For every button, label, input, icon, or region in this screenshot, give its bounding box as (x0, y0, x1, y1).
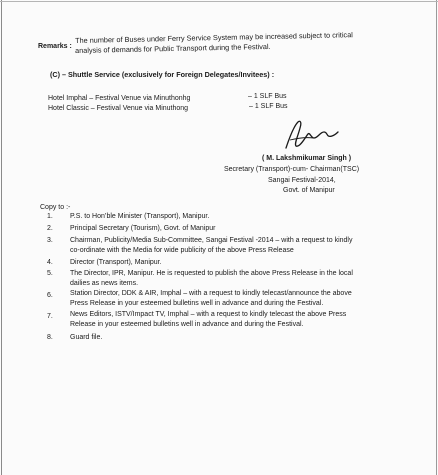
copy-item-text: The Director, IPR, Manipur. He is requested to publish the above Press Release in the local (70, 270, 353, 277)
copy-item-text: Director (Transport), Manipur. (70, 259, 162, 266)
copy-to-heading: Copy to :- (40, 204, 71, 211)
handwritten-signature (280, 118, 340, 154)
shuttle-bus-2: – 1 SLF Bus (249, 103, 288, 110)
copy-item-number: 5. (47, 270, 53, 277)
remarks-text-line-2: analysis of demands for Public Transport during the Festival. (75, 41, 271, 55)
copy-item-number: 4. (47, 259, 53, 266)
scan-border-top (0, 1, 438, 2)
copy-item-text: Station Director, DDK & AIR, Imphal – with a request to kindly telecast/announce the above (70, 290, 352, 297)
copy-item-number: 8. (47, 334, 53, 341)
copy-item-text: Press Release in your esteemed bulletins well in advance and during the Festival. (70, 300, 324, 307)
signatory-organisation: Sangai Festival-2014, (268, 177, 336, 184)
copy-item-number: 1. (47, 213, 53, 220)
copy-item-text: Principal Secretary (Tourism), Govt. of Manipur (70, 225, 216, 232)
signatory-government: Govt. of Manipur (283, 187, 335, 194)
copy-item-text: Chairman, Publicity/Media Sub-Committee, Sangai Festival -2014 – with a request to kindly (70, 237, 353, 244)
scan-border-right (436, 0, 437, 475)
copy-item-number: 3. (47, 237, 53, 244)
copy-item-text: Guard file. (70, 334, 103, 341)
copy-item-number: 2. (47, 225, 53, 232)
copy-item-text: News Editors, ISTV/Impact TV, Imphal – with a request to kindly telecast the above Press (70, 311, 347, 318)
shuttle-service-heading: (C) – Shuttle Service (exclusively for Foreign Delegates/Invitees) : (50, 70, 275, 79)
copy-item-number: 6. (47, 292, 53, 299)
copy-item-text: dailies as news items. (70, 280, 139, 287)
scan-border-left (1, 0, 2, 475)
remarks-label: Remarks : (38, 43, 72, 50)
signatory-designation: Secretary (Transport)-cum- Chairman(TSC) (224, 166, 360, 173)
copy-item-text: P.S. to Hon’ble Minister (Transport), Manipur. (70, 213, 210, 220)
shuttle-route-1: Hotel Imphal – Festival Venue via Minuthonhg (48, 95, 191, 102)
copy-item-text: co-ordinate with the Media for wide publicity of the above Press Release (70, 247, 294, 254)
copy-item-text: Release in your esteemed bulletins well in advance and during the Festival. (70, 321, 304, 328)
remarks-text-line-1: The number of Buses under Ferry Service System may be increased subject to critical (75, 30, 353, 45)
copy-item-number: 7. (47, 313, 53, 320)
shuttle-route-2: Hotel Classic – Festival Venue via Minuthong (48, 105, 189, 112)
shuttle-bus-1: – 1 SLF Bus (248, 93, 287, 100)
signatory-name: ( M. Lakshmikumar Singh ) (262, 155, 352, 162)
